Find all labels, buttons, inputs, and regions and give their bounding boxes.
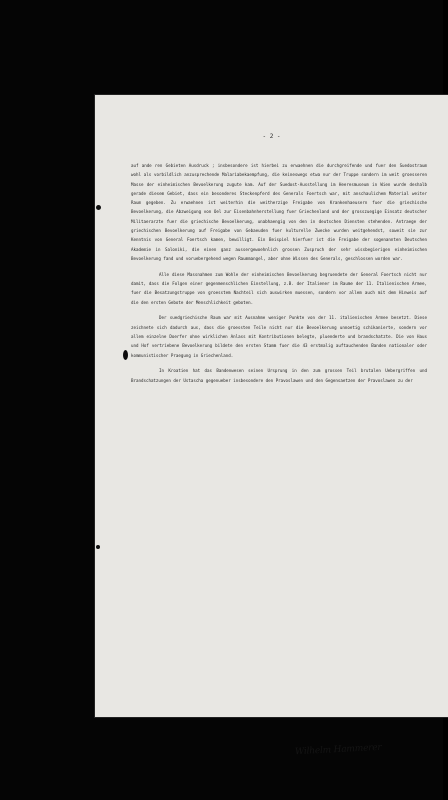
handwritten-signature: Wilhelm Hammerer: [294, 742, 382, 758]
punch-hole-bottom: [96, 545, 100, 549]
paragraph-1: auf ande ren Gebieten Ausdruck ; insbesondere ist hierbei zu erwaehnen die durchgreifende und fuer den Suedostraum wohl als vorbildlich anzusprechende Malariabekaempfung, die keineswegs etwa nur der Truppe sondern im weit groesseren Masse der einheimischen Bevoelkerung zugute kam. Auf der Suedost-Ausstellung im Heeresmuseum in Wien wurde deshalb gerade diesem Gebiet, dass ein besonderes Steckenpferd des Generals Foertsch war, mit anschaulichem Material weiter Raum gegeben. Zu erwaehnen ist weiterhin die weitherzige Freigabe von Krankenhaeusern fuer die griechische Bevoelkerung, die Abzweigung von Oel zur Eisenbahnherstellung fuer Griechenland und der grosszuegige Einsatz deutscher Militaerarzte fuer die griechische Bevoelkerung, unabhaengig von den in deutschen Diensten stehenden. Antraege der griechischen Bevoelkerung auf Freigabe von Gebaeuden fuer kulturelle Zwecke wurden weitgehendst, soweit sie zur Kenntnis von General Foertsch kamen, bewilligt. Ein Beispiel hierfuer ist die Freigabe der sogenannten Deutschen Akademie in Saloniki, die einen ganz aussergewoehnlich grossen Zuspruch der sehr wissbegierigen einheimischen Bevoelkerung fand und voruebergehend wegen Raummangel, aber ohne Wissen des Generals, geschlossen worden war.: [131, 163, 427, 261]
ink-blot: [123, 350, 128, 360]
document-page: [95, 95, 448, 758]
paragraph-3: Der suedgriechische Raum war mit Ausnahme weniger Punkte von der 11. italienischen Armee besetzt. Diese zeichnete sich dadurch aus, dass die groessten Teile nicht nur die Bevoelkerung unnoetig schikanierte, sondern vor allem einzelne Doerfer ohne wirklichen Anlass mit Kontributionen belegte, pluenderte und brandschatzte. Die von Haus und Hof vertriebene Bevoelkerung bildete den ersten Stamm fuer die 43 erstmalig auftauchenden Banden nationaler oder kommunistischer Praegung in Griechenland.: [131, 315, 427, 358]
document-body: [131, 161, 427, 392]
paragraph-4: In Kroatien hat das Bandenwesen seinen Ursprung in den zum grossen Teil brutalen Uebergriffen und Brandschatzungen der Ustascha gegenueber insbesondere den Pravoslawen und den Gegensaetzen der Pravoslawen zu der: [131, 368, 427, 383]
punch-hole-top: [96, 205, 101, 210]
page-number: - 2 -: [262, 133, 281, 140]
paragraph-2: Alle diese Massnahmen zum Wohle der einheimischen Bevoelkerung begruendete der General Foertsch nicht nur damit, dass die Folgen einer gegenmenschlichen Einstellung, z.B. der Italiener im Raume der 11. Italienischen Armee, fuer die Besatzungstruppe von groesstem Nachteil sich auswirken muessen, sondern vor allem auch mit dem Hinweis auf die den ersten Gebote der Menschlichkeit geboten.: [131, 271, 427, 305]
